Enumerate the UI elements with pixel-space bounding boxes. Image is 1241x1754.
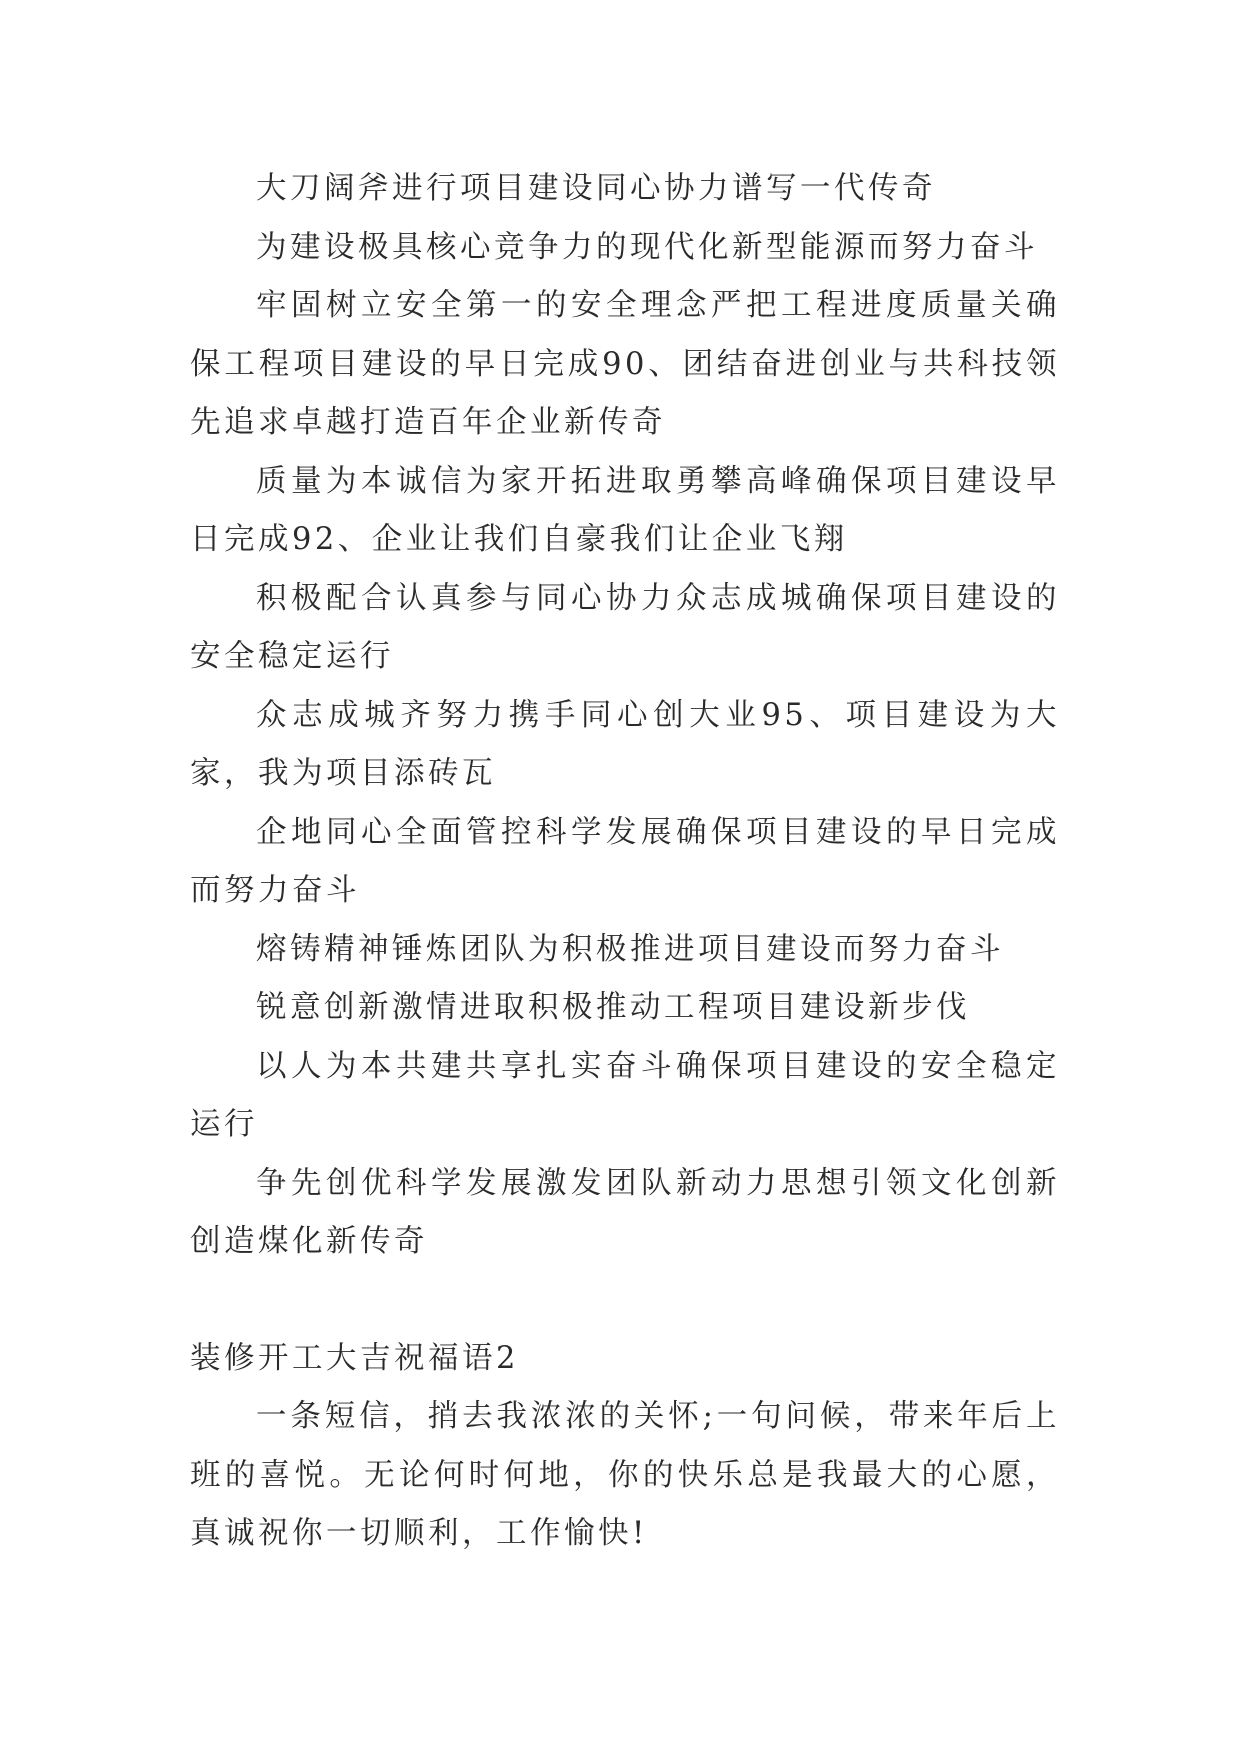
document-body [190, 160, 1060, 1564]
paragraph: 积极配合认真参与同心协力众志成城确保项目建设的安全稳定运行 [190, 580, 1060, 674]
paragraph: 企地同心全面管控科学发展确保项目建设的早日完成而努力奋斗 [190, 814, 1060, 908]
section-heading: 装修开工大吉祝福语2 [190, 1340, 519, 1376]
paragraph: 质量为本诚信为家开拓进取勇攀高峰确保项目建设早日完成92、企业让我们自豪我们让企业飞翔 [190, 463, 1060, 557]
paragraph: 争先创优科学发展激发团队新动力思想引领文化创新创造煤化新传奇 [190, 1165, 1060, 1259]
paragraph: 熔铸精神锤炼团队为积极推进项目建设而努力奋斗 [256, 931, 1004, 967]
section-spacer [190, 1272, 1060, 1330]
paragraph: 大刀阔斧进行项目建设同心协力谱写一代传奇 [256, 171, 936, 206]
paragraph: 以人为本共建共享扎实奋斗确保项目建设的安全稳定运行 [190, 1048, 1060, 1142]
paragraph: 一条短信，捎去我浓浓的关怀;一句问候，带来年后上班的喜悦。无论何时何地，你的快乐总是我最大的心愿，真诚祝你一切顺利，工作愉快! [190, 1399, 1060, 1551]
paragraph: 众志成城齐努力携手同心创大业95、项目建设为大家，我为项目添砖瓦 [190, 697, 1060, 791]
paragraph: 为建设极具核心竞争力的现代化新型能源而努力奋斗 [256, 229, 1038, 265]
paragraph: 锐意创新激情进取积极推动工程项目建设新步伐 [256, 990, 970, 1025]
paragraph: 牢固树立安全第一的安全理念严把工程进度质量关确保工程项目建设的早日完成90、团结奋进创业与共科技领先追求卓越打造百年企业新传奇 [190, 288, 1060, 440]
